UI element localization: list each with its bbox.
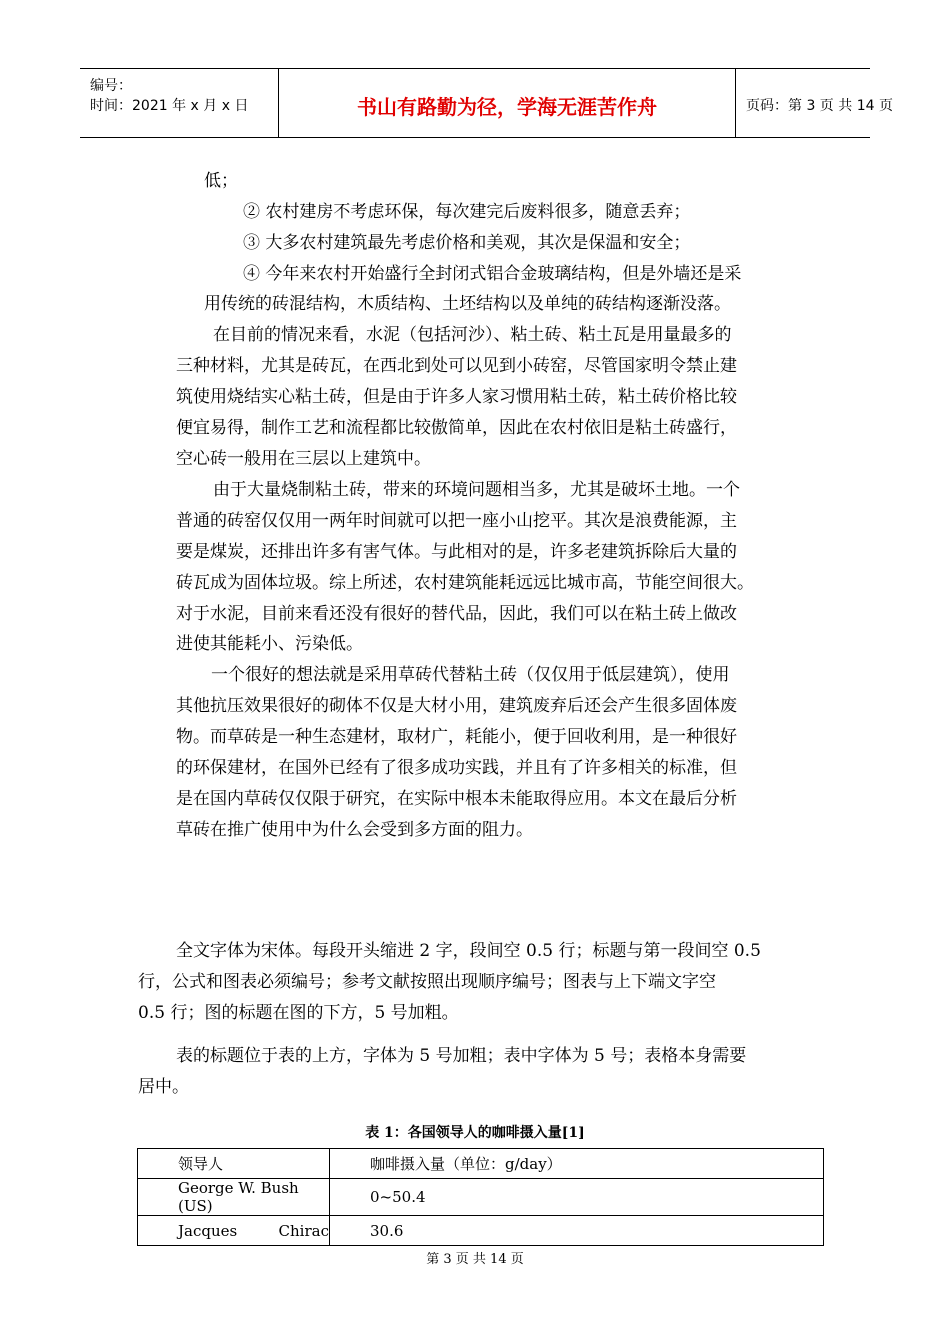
body-line: 是在国内草砖仅仅限于研究，在实际中根本未能取得应用。本文在最后分析	[176, 789, 737, 809]
body-line: 三种材料，尤其是砖瓦，在西北到处可以见到小砖窑，尽管国家明令禁止建	[176, 356, 737, 376]
body-line: 表的标题位于表的上方，字体为 5 号加粗；表中字体为 5 号；表格本身需要	[176, 1046, 747, 1066]
page-footer: 第 3 页 共 14 页	[426, 1252, 524, 1267]
page-number-label: 页码：第 3 页 共 14 页	[746, 98, 893, 114]
header-right-cell	[735, 69, 893, 137]
table-row	[138, 1179, 824, 1216]
body-line: ④ 今年来农村开始盛行全封闭式铝合金玻璃结构，但是外墙还是采	[243, 264, 742, 284]
body-line: 进使其能耗小、污染低。	[176, 634, 363, 654]
table-header-cell: 咖啡摄入量（单位：g/day）	[330, 1149, 824, 1179]
body-line: ② 农村建房不考虑环保，每次建完后废料很多，随意丢弃；	[243, 202, 691, 222]
table-caption: 表 1：各国领导人的咖啡摄入量[1]	[365, 1125, 585, 1141]
body-line: ③ 大多农村建筑最先考虑价格和美观，其次是保温和安全；	[243, 233, 691, 253]
body-line: 其他抗压效果很好的砌体不仅是大材小用，建筑废弃后还会产生很多固体废	[176, 696, 737, 716]
body-line: 物。而草砖是一种生态建材，取材广，耗能小，便于回收利用，是一种很好	[176, 727, 737, 747]
page-header	[80, 68, 893, 138]
serial-number-label: 编号：	[90, 78, 132, 94]
body-line: 0.5 行；图的标题在图的下方，5 号加粗。	[138, 1003, 459, 1023]
body-line: 普通的砖窑仅仅用一两年时间就可以把一座小山挖平。其次是浪费能源，主	[176, 511, 737, 531]
body-line: 对于水泥，目前来看还没有很好的替代品，因此，我们可以在粘土砖上做改	[176, 604, 737, 624]
table-header-cell: 领导人	[138, 1149, 330, 1179]
table-cell	[138, 1216, 330, 1246]
body-line: 便宜易得，制作工艺和流程都比较傲简单，因此在农村依旧是粘土砖盛行，	[176, 418, 737, 438]
body-line: 一个很好的想法就是采用草砖代替粘土砖（仅仅用于低层建筑），使用	[211, 665, 730, 685]
date-label: 时间：2021 年 x 月 x 日	[90, 98, 249, 114]
body-line: 在目前的情况来看，水泥（包括河沙）、粘土砖、粘土瓦是用量最多的	[213, 325, 732, 345]
body-line: 的环保建材，在国外已经有了很多成功实践，并且有了许多相关的标准，但	[176, 758, 737, 778]
table-header-row	[138, 1149, 824, 1179]
body-line: 居中。	[138, 1077, 189, 1097]
body-line: 全文字体为宋体。每段开头缩进 2 字，段间空 0.5 行；标题与第一段间空 0.5	[176, 941, 761, 961]
table-row	[138, 1216, 824, 1246]
table-cell: George W. Bush (US)	[138, 1179, 330, 1216]
body-line: 用传统的砖混结构，木质结构、土坯结构以及单纯的砖结构逐渐没落。	[204, 294, 731, 314]
table-cell: 0~50.4	[330, 1179, 824, 1216]
body-line: 草砖在推广使用中为什么会受到多方面的阻力。	[176, 820, 533, 840]
table-cell: 30.6	[330, 1216, 824, 1246]
body-line: 要是煤炭，还排出许多有害气体。与此相对的是，许多老建筑拆除后大量的	[176, 542, 737, 562]
header-motto: 书山有路勤为径，学海无涯苦作舟	[357, 95, 657, 119]
body-line: 砖瓦成为固体垃圾。综上所述，农村建筑能耗远远比城市高，节能空间很大。	[176, 573, 754, 593]
coffee-intake-table	[137, 1148, 824, 1246]
header-left-cell	[80, 69, 279, 137]
leader-name: Jacques Chirac	[178, 1221, 329, 1240]
body-line: 由于大量烧制粘土砖，带来的环境问题相当多，尤其是破坏土地。一个	[213, 480, 740, 500]
body-line: 空心砖一般用在三层以上建筑中。	[176, 449, 431, 469]
body-line: 低；	[204, 171, 238, 191]
body-line: 筑使用烧结实心粘土砖，但是由于许多人家习惯用粘土砖，粘土砖价格比较	[176, 387, 737, 407]
body-line: 行，公式和图表必须编号；参考文献按照出现顺序编号；图表与上下端文字空	[138, 972, 716, 992]
